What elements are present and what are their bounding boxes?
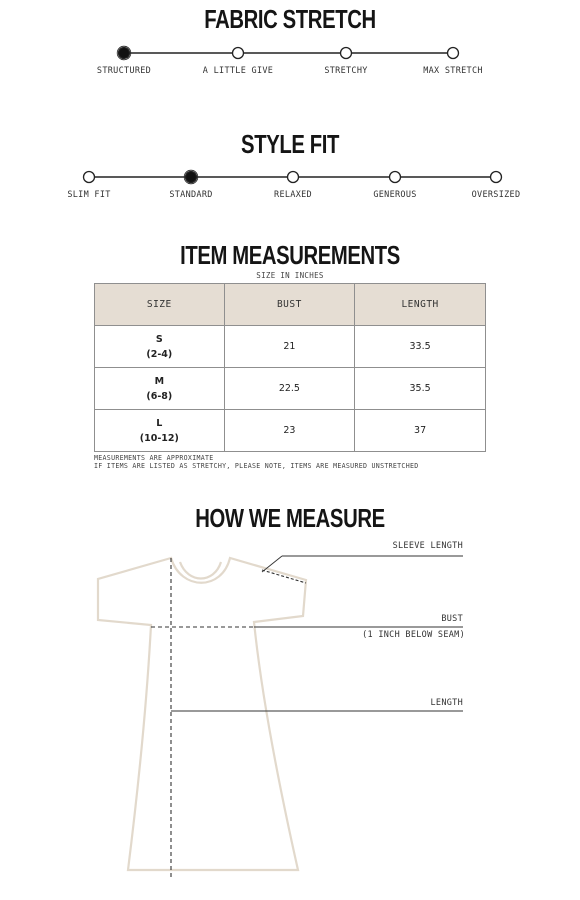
fabric-stretch-option-label: STRUCTURED: [96, 66, 152, 76]
bust-cell: 22.5: [224, 368, 355, 410]
bust-cell: 21: [224, 326, 355, 368]
size-range: (6-8): [146, 390, 173, 402]
how-we-measure-title: HOW WE MEASURE: [195, 503, 385, 533]
sleeve-length-label: SLEEVE LENGTH: [392, 541, 463, 551]
column-header-length: LENGTH: [355, 284, 486, 326]
style-fit-option-label: SLIM FIT: [67, 190, 111, 200]
size-range: (10-12): [139, 432, 179, 444]
note-stretchy: IF ITEMS ARE LISTED AS STRETCHY, PLEASE NOTE, ITEMS ARE MEASURED UNSTRETCHED: [94, 462, 419, 470]
dress-outline: [98, 558, 306, 870]
style-fit-option-label: RELAXED: [274, 190, 312, 200]
size-name: L: [156, 417, 163, 429]
dress-neckline: [180, 562, 221, 579]
column-header-size: SIZE: [95, 284, 225, 326]
length-cell: 33.5: [355, 326, 486, 368]
size-range: (2-4): [146, 348, 173, 360]
style-fit-option-label: STANDARD: [169, 190, 213, 200]
bust-sublabel: (1 INCH BELOW SEAM): [362, 630, 465, 640]
style-fit-title: STYLE FIT: [241, 129, 339, 159]
length-label: LENGTH: [430, 698, 463, 708]
measurements-title: ITEM MEASUREMENTS: [180, 240, 400, 270]
size-name: M: [154, 375, 165, 387]
bust-label: BUST: [441, 614, 463, 624]
length-cell: 35.5: [355, 368, 486, 410]
style-fit-option-label: GENEROUS: [373, 190, 417, 200]
note-approximate: MEASUREMENTS ARE APPROXIMATE: [94, 454, 214, 462]
size-name: S: [155, 333, 163, 345]
style-fit-option-label: OVERSIZED: [471, 190, 521, 200]
fabric-stretch-option-label: A LITTLE GIVE: [202, 66, 274, 76]
fabric-stretch-option-label: MAX STRETCH: [423, 66, 483, 76]
length-cell: 37: [355, 410, 486, 452]
measurements-subtitle: SIZE IN INCHES: [256, 271, 324, 280]
column-header-bust: BUST: [224, 284, 355, 326]
fabric-stretch-title: FABRIC STRETCH: [204, 4, 376, 34]
fabric-stretch-option-label: STRETCHY: [324, 66, 368, 76]
bust-cell: 23: [224, 410, 355, 452]
sleeve-guide-dashed: [262, 570, 306, 583]
